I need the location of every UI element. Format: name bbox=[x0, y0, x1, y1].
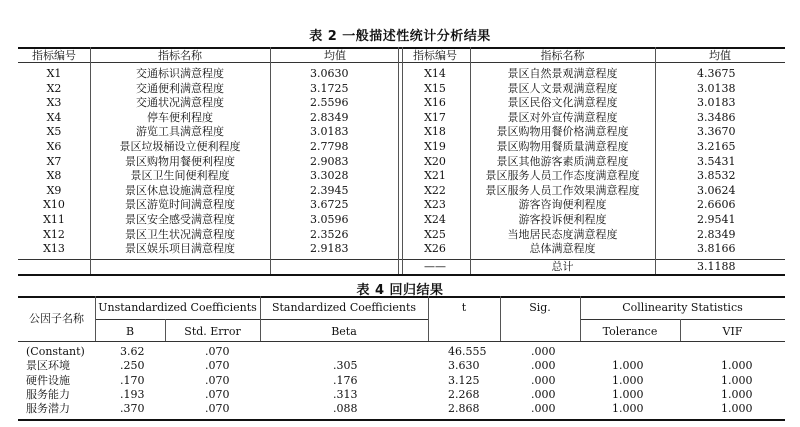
table2-row-id: X22 bbox=[424, 183, 446, 197]
table2-row-name: 景区对外宣传满意程度 bbox=[507, 110, 618, 124]
table4-subheader-rule bbox=[580, 319, 785, 320]
table2-row-mean: 3.5431 bbox=[697, 154, 736, 168]
table4-row-t: 3.630 bbox=[448, 359, 480, 373]
table2-row-mean: 3.3670 bbox=[697, 125, 736, 139]
table2-row-name: 景区垃圾桶设立便利程度 bbox=[119, 140, 241, 153]
table2-header-name: 指标名称 bbox=[540, 49, 585, 62]
table4-row-std-error: .070 bbox=[205, 387, 230, 401]
table2-row-mean: 3.0596 bbox=[310, 213, 349, 226]
table4-row-tolerance: 1.000 bbox=[612, 359, 644, 373]
table2-row-name: 交通状况满意程度 bbox=[136, 96, 224, 110]
table2-row-mean: 2.9083 bbox=[310, 154, 349, 168]
table2-row-mean: 3.0624 bbox=[697, 183, 736, 197]
table4-subheader-tolerance: Tolerance bbox=[602, 325, 658, 338]
table2-header-id: 指标编号 bbox=[32, 49, 76, 62]
table4-subheader-vif: VIF bbox=[722, 325, 743, 338]
table2-row-mean: 3.8532 bbox=[697, 169, 736, 183]
table2-title: 表 2 一般描述性统计分析结果 bbox=[309, 29, 491, 44]
table2-row-id: X21 bbox=[424, 169, 446, 183]
table2-row-name: 景区卫生间便利程度 bbox=[130, 169, 230, 183]
table4-subheader-rule bbox=[95, 319, 428, 320]
table4-row-factor: (Constant) bbox=[26, 345, 85, 358]
table4-title: 表 4 回归结果 bbox=[356, 283, 444, 298]
table4-row-t: 3.125 bbox=[448, 373, 480, 387]
table2-row-mean: 2.3526 bbox=[310, 227, 349, 241]
table2-row-mean: 3.6725 bbox=[310, 198, 349, 212]
table4-row-beta: .176 bbox=[333, 373, 358, 387]
table2-row-mean: 3.0138 bbox=[697, 81, 736, 95]
table2-row-mean: 2.9183 bbox=[310, 242, 349, 256]
table4-row-sig: .000 bbox=[531, 345, 556, 358]
table4-row-std-error: .070 bbox=[205, 373, 230, 387]
table4-header-unstandardized: Unstandardized Coefficients bbox=[98, 301, 257, 314]
table2-row-name: 景区娱乐项目满意程度 bbox=[125, 242, 235, 256]
table4-row-t: 2.868 bbox=[448, 402, 480, 416]
table2-row-name: 景区其他游客素质满意程度 bbox=[496, 154, 629, 168]
table4-row-std-error: .070 bbox=[205, 359, 230, 373]
table4-header-rule bbox=[18, 341, 785, 342]
table4-row-vif: 1.000 bbox=[721, 402, 753, 416]
table4-row-std-error: .070 bbox=[205, 345, 230, 358]
table4-header-t: t bbox=[461, 301, 467, 314]
table4-subheader-b: B bbox=[125, 325, 135, 338]
table2-row-name: 景区自然景观满意程度 bbox=[507, 67, 618, 80]
table2-row-mean: 2.7798 bbox=[310, 140, 349, 153]
table2-row-id: X5 bbox=[46, 125, 62, 139]
table4-row-b: 3.62 bbox=[120, 345, 145, 358]
table4-header-collinearity: Collinearity Statistics bbox=[622, 301, 743, 314]
table2-header-id: 指标编号 bbox=[413, 49, 457, 62]
table2-row-mean: 3.1725 bbox=[310, 81, 349, 95]
table2-row-name: 景区休息设施满意程度 bbox=[125, 183, 235, 197]
table2-row-id: X23 bbox=[424, 198, 446, 212]
table2-row-name: 景区安全感受满意程度 bbox=[125, 213, 235, 226]
table2-row-id: X3 bbox=[46, 96, 62, 110]
table4-header-sig: Sig. bbox=[529, 301, 551, 314]
table4-header-standardized: Standardized Coefficients bbox=[271, 301, 417, 314]
table4-row-sig: .000 bbox=[531, 359, 556, 373]
table2-row-mean: 3.3028 bbox=[310, 169, 349, 183]
table4-row-factor: 景区环境 bbox=[26, 359, 70, 373]
table2-row-name: 当地居民态度满意程度 bbox=[507, 227, 618, 241]
table4-top-rule bbox=[18, 296, 785, 298]
table2-row-id: X26 bbox=[424, 242, 446, 256]
table2-row-id: X6 bbox=[46, 140, 62, 153]
table4-header-factor: 公因子名称 bbox=[29, 312, 84, 325]
table2-column-divider bbox=[270, 47, 271, 274]
table2-total-mean: 3.1188 bbox=[697, 259, 736, 273]
table2-row-name: 景区服务人员工作效果满意程度 bbox=[485, 183, 640, 197]
table2-row-name: 景区人文景观满意程度 bbox=[507, 81, 618, 95]
table2-row-id: X11 bbox=[43, 213, 65, 226]
table2-row-mean: 3.0183 bbox=[310, 125, 349, 139]
table2-row-id: X9 bbox=[46, 183, 62, 197]
table2-row-name: 景区购物用餐价格满意程度 bbox=[496, 125, 629, 139]
table2-row-mean: 3.8166 bbox=[697, 242, 736, 256]
table2-row-id: X1 bbox=[46, 67, 62, 80]
table4-row-std-error: .070 bbox=[205, 402, 230, 416]
table4-row-vif: 1.000 bbox=[721, 359, 753, 373]
table2-row-id: X25 bbox=[424, 227, 446, 241]
table2-row-name: 交通便利满意程度 bbox=[136, 81, 224, 95]
table4-row-b: .170 bbox=[120, 373, 145, 387]
table2-row-mean: 3.0183 bbox=[697, 96, 736, 110]
table2-row-name: 交通标识满意程度 bbox=[136, 67, 224, 80]
table4-row-factor: 服务能力 bbox=[26, 387, 70, 401]
table4-row-tolerance: 1.000 bbox=[612, 402, 644, 416]
table2-header-name: 指标名称 bbox=[158, 49, 202, 62]
table2-row-mean: 4.3675 bbox=[697, 67, 736, 80]
table2-row-name: 游览工具满意程度 bbox=[136, 125, 224, 139]
table4-bottom-rule bbox=[18, 419, 785, 421]
table2-row-name: 景区服务人员工作态度满意程度 bbox=[485, 169, 640, 183]
table2-row-id: X2 bbox=[46, 81, 62, 95]
table4-row-tolerance: 1.000 bbox=[612, 387, 644, 401]
table2-row-id: X7 bbox=[46, 154, 62, 168]
table2-row-name: 景区购物用餐便利程度 bbox=[125, 154, 235, 168]
table4-row-factor: 硬件设施 bbox=[26, 373, 70, 387]
table2-row-mean: 3.0630 bbox=[310, 67, 349, 80]
table2-row-mean: 2.8349 bbox=[697, 227, 736, 241]
table4-row-b: .193 bbox=[120, 387, 145, 401]
table2-row-mean: 2.3945 bbox=[310, 183, 349, 197]
table4-row-sig: .000 bbox=[531, 373, 556, 387]
table2-bottom-rule bbox=[18, 274, 785, 276]
table4-row-beta: .313 bbox=[333, 387, 358, 401]
table4-row-t: 46.555 bbox=[448, 345, 487, 358]
table2-total-label: 总计 bbox=[551, 259, 574, 273]
table2-row-id: X14 bbox=[424, 67, 446, 80]
table2-row-mean: 2.9541 bbox=[697, 213, 736, 226]
table4-row-factor: 服务潜力 bbox=[26, 402, 70, 416]
table2-row-id: X17 bbox=[424, 110, 446, 124]
table4-row-b: .250 bbox=[120, 359, 145, 373]
table4-row-tolerance: 1.000 bbox=[612, 373, 644, 387]
table2-row-id: X18 bbox=[424, 125, 446, 139]
table4-row-b: .370 bbox=[120, 402, 145, 416]
table4-row-sig: .000 bbox=[531, 402, 556, 416]
table2-row-name: 景区购物用餐质量满意程度 bbox=[496, 140, 629, 153]
table2-row-id: X19 bbox=[424, 140, 446, 153]
table4-row-beta: .305 bbox=[333, 359, 358, 373]
table2-row-name: 游客投诉便利程度 bbox=[518, 213, 607, 226]
table4-row-t: 2.268 bbox=[448, 387, 480, 401]
table2-row-mean: 3.3486 bbox=[697, 110, 736, 124]
table2-row-name: 游客咨询便利程度 bbox=[518, 198, 607, 212]
table2-row-id: X12 bbox=[43, 227, 65, 241]
table2-row-mean: 2.5596 bbox=[310, 96, 349, 110]
table2-row-name: 景区卫生状况满意程度 bbox=[125, 227, 235, 241]
table2-total-id: —— bbox=[424, 259, 446, 273]
table2-row-id: X8 bbox=[46, 169, 62, 183]
table4-row-vif: 1.000 bbox=[721, 387, 753, 401]
table2-header-mean: 均值 bbox=[709, 49, 731, 62]
table2-row-id: X16 bbox=[424, 96, 446, 110]
table2-row-mean: 2.8349 bbox=[310, 110, 349, 124]
table2-row-name: 总体满意程度 bbox=[529, 242, 596, 256]
table4-subheader-beta: Beta bbox=[331, 325, 357, 338]
table2-header-mean: 均值 bbox=[324, 49, 346, 62]
table2-column-divider bbox=[655, 47, 656, 274]
table2-row-id: X10 bbox=[43, 198, 65, 212]
table2-row-id: X15 bbox=[424, 81, 446, 95]
table2-row-id: X4 bbox=[46, 110, 62, 124]
table2-row-name: 停车便利程度 bbox=[147, 110, 213, 124]
table2-row-mean: 2.6606 bbox=[697, 198, 736, 212]
table4-row-sig: .000 bbox=[531, 387, 556, 401]
table2-row-id: X13 bbox=[43, 242, 65, 256]
table4-subheader-std-error: Std. Error bbox=[184, 325, 241, 338]
table4-row-beta: .088 bbox=[333, 402, 358, 416]
table2-row-id: X24 bbox=[424, 213, 446, 226]
table4-row-vif: 1.000 bbox=[721, 373, 753, 387]
table2-row-mean: 3.2165 bbox=[697, 140, 736, 153]
table2-row-id: X20 bbox=[424, 154, 446, 168]
table2-row-name: 景区游览时间满意程度 bbox=[125, 198, 235, 212]
table2-row-name: 景区民俗文化满意程度 bbox=[507, 96, 618, 110]
